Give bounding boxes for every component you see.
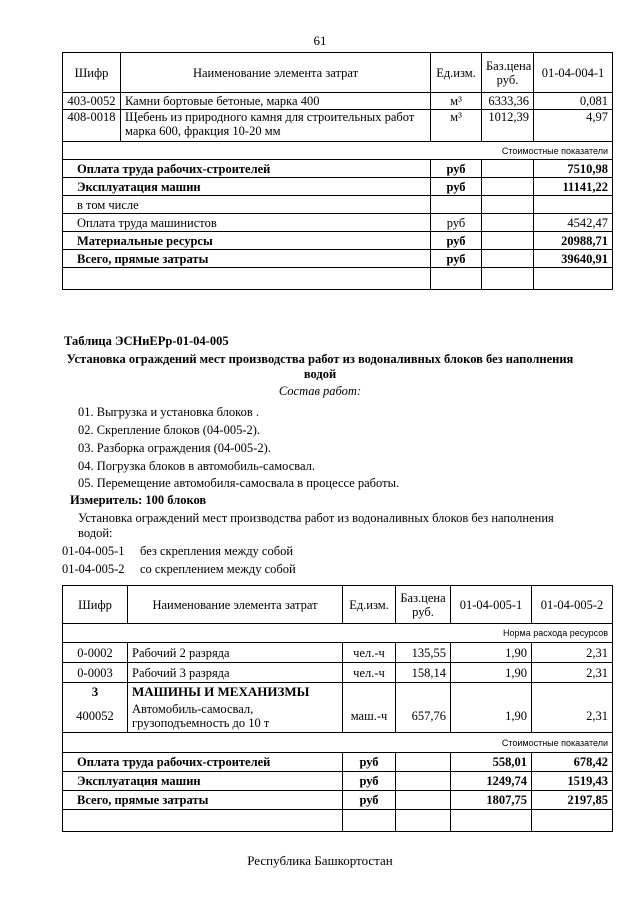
summary-value-1: 1249,74 — [451, 772, 532, 791]
summary-unit: руб — [431, 232, 482, 250]
summary-unit: руб — [343, 772, 396, 791]
cell-value-1: 1,90 — [451, 643, 532, 663]
table-bottom-row — [63, 268, 613, 290]
section-heading-line-2: водой — [303, 367, 337, 381]
header-unit: Ед.изм. — [431, 53, 482, 93]
summary-unit: руб — [431, 214, 482, 232]
variant-text: со скреплением между собой — [140, 562, 296, 576]
header-price: Баз.цена руб. — [482, 53, 534, 93]
resource-table-1 — [62, 52, 613, 290]
section-row — [63, 733, 613, 753]
work-step: 01. Выгрузка и установка блоков . — [78, 405, 259, 419]
summary-unit: руб — [431, 178, 482, 196]
section-row — [63, 142, 613, 160]
cell-unit: м³ — [431, 93, 482, 110]
cell-value-2: 2,31 — [532, 643, 613, 663]
summary-value-1: 1807,75 — [451, 791, 532, 810]
norm-label: Норма расхода ресурсов — [63, 624, 613, 643]
work-step: 02. Скрепление блоков (04-005-2). — [78, 423, 261, 437]
summary-row — [63, 772, 613, 791]
group-code: 3 — [63, 683, 128, 701]
cell-name: Рабочий 3 разряда — [128, 663, 343, 683]
cell-value-2: 2,31 — [532, 663, 613, 683]
summary-row — [63, 196, 613, 214]
variant-code: 01-04-005-2 — [62, 562, 125, 576]
header-unit: Ед.изм. — [343, 586, 396, 624]
cell-code: 400052 — [63, 701, 128, 733]
cell-code: 403-0052 — [63, 93, 121, 110]
summary-unit — [431, 196, 482, 214]
summary-name: Оплата труда машинистов — [63, 214, 431, 232]
cell-code: 0-0003 — [63, 663, 128, 683]
header-rate-2: 01-04-005-2 — [532, 586, 613, 624]
table-bottom-row — [63, 810, 613, 832]
summary-value: 7510,98 — [534, 160, 613, 178]
variant-text: без скрепления между собой — [140, 544, 294, 558]
table-row — [63, 701, 613, 733]
work-step: 04. Погрузка блоков в автомобиль-самосвал. — [78, 459, 316, 473]
section-label: Стоимостные показатели — [63, 142, 613, 160]
summary-row — [63, 250, 613, 268]
variant-code: 01-04-005-1 — [62, 544, 125, 558]
summary-row — [63, 178, 613, 196]
summary-name: Эксплуатация машин — [63, 178, 431, 196]
cell-price: 1012,39 — [482, 110, 534, 142]
cell-value-1: 1,90 — [451, 663, 532, 683]
summary-unit: руб — [431, 160, 482, 178]
composition-title: Состав работ: — [278, 384, 362, 398]
cell-name: Рабочий 2 разряда — [128, 643, 343, 663]
table-title: Таблица ЭСНиЕРр-01-04-005 — [64, 334, 229, 348]
table-row — [63, 643, 613, 663]
summary-name: Оплата труда рабочих-строителей — [63, 160, 431, 178]
section-heading-line-1: Установка ограждений мест производства работ из водоналивных блоков без наполнения — [66, 352, 574, 366]
summary-value-1: 558,01 — [451, 753, 532, 772]
cell-price: 6333,36 — [482, 93, 534, 110]
cell-unit: чел.-ч — [343, 643, 396, 663]
cell-name: Автомобиль-самосвал, грузоподъемность до 10 т — [128, 701, 343, 733]
summary-row — [63, 753, 613, 772]
group-row — [63, 683, 613, 701]
summary-unit: руб — [431, 250, 482, 268]
description-line-1: Установка ограждений мест производства работ из водоналивных блоков без наполнения — [78, 511, 554, 525]
cell-unit: м³ — [431, 110, 482, 142]
table-row — [63, 93, 613, 110]
summary-name: Материальные ресурсы — [63, 232, 431, 250]
cell-value-2: 2,31 — [532, 701, 613, 733]
cell-value-1: 1,90 — [451, 701, 532, 733]
header-name: Наименование элемента затрат — [128, 586, 343, 624]
norm-row — [63, 624, 613, 643]
summary-value: 11141,22 — [534, 178, 613, 196]
table-header — [63, 53, 613, 93]
cell-value: 4,97 — [534, 110, 613, 142]
header-code: Шифр — [63, 53, 121, 93]
summary-value-2: 1519,43 — [532, 772, 613, 791]
summary-unit: руб — [343, 753, 396, 772]
header-price: Баз.цена руб. — [396, 586, 451, 624]
header-rate-1: 01-04-005-1 — [451, 586, 532, 624]
summary-name: Всего, прямые затраты — [63, 250, 431, 268]
summary-row — [63, 160, 613, 178]
cell-unit: маш.-ч — [343, 701, 396, 733]
work-step: 03. Разборка ограждения (04-005-2). — [78, 441, 271, 455]
meter-label: Измеритель: 100 блоков — [70, 493, 207, 507]
summary-value-2: 2197,85 — [532, 791, 613, 810]
cell-value: 0,081 — [534, 93, 613, 110]
cell-name: Щебень из природного камня для строительных работ марка 600, фракция 10-20 мм — [121, 110, 431, 142]
cell-price: 135,55 — [396, 643, 451, 663]
cell-unit: чел.-ч — [343, 663, 396, 683]
summary-unit: руб — [343, 791, 396, 810]
header-code: Шифр — [63, 586, 128, 624]
summary-row — [63, 232, 613, 250]
summary-name: в том числе — [63, 196, 431, 214]
cell-price: 158,14 — [396, 663, 451, 683]
section-label: Стоимостные показатели — [63, 733, 613, 753]
summary-row — [63, 214, 613, 232]
summary-name: Эксплуатация машин — [63, 772, 343, 791]
description-line-2: водой: — [78, 526, 113, 540]
table-row — [63, 663, 613, 683]
summary-value: 39640,91 — [534, 250, 613, 268]
summary-name: Оплата труда рабочих-строителей — [63, 753, 343, 772]
page-number: 61 — [313, 33, 327, 48]
resource-table-2 — [62, 585, 613, 832]
table-row — [63, 110, 613, 142]
work-step: 05. Перемещение автомобиля-самосвала в процессе работы. — [78, 476, 400, 490]
group-name: МАШИНЫ И МЕХАНИЗМЫ — [128, 683, 343, 701]
table-header — [63, 586, 613, 624]
header-name: Наименование элемента затрат — [121, 53, 431, 93]
summary-value: 20988,71 — [534, 232, 613, 250]
summary-value: 4542,47 — [534, 214, 613, 232]
summary-value-2: 678,42 — [532, 753, 613, 772]
summary-row — [63, 791, 613, 810]
cell-code: 0-0002 — [63, 643, 128, 663]
cell-name: Камни бортовые бетоные, марка 400 — [121, 93, 431, 110]
summary-name: Всего, прямые затраты — [63, 791, 343, 810]
cell-price: 657,76 — [396, 701, 451, 733]
header-rate-1: 01-04-004-1 — [534, 53, 613, 93]
summary-value — [534, 196, 613, 214]
cell-code: 408-0018 — [63, 110, 121, 142]
footer-region: Республика Башкортостан — [247, 853, 393, 868]
